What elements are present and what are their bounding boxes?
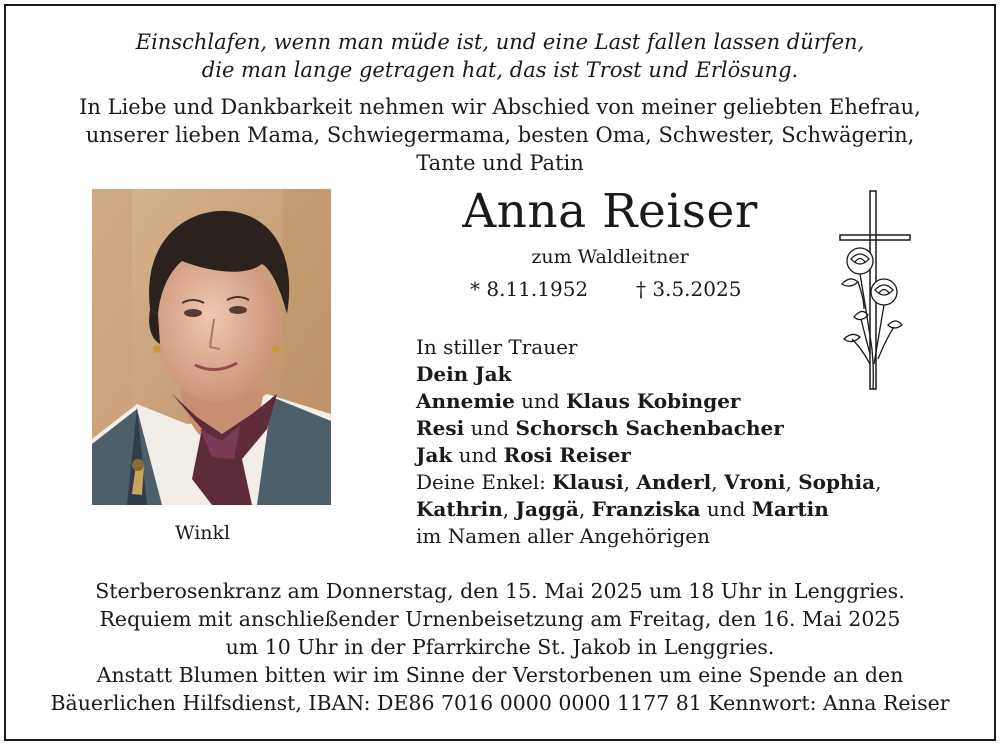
service-line: Bäuerlichen Hilfsdienst, IBAN: DE86 7016 0000 0000 1177 81 Kennwort: Anna Reiser bbox=[50, 691, 950, 715]
grandchildren-line: Kathrin, Jaggä, Franziska und Martin bbox=[416, 497, 829, 521]
service-line: Sterberosenkranz am Donnerstag, den 15. Mai 2025 um 18 Uhr in Lenggries. bbox=[95, 579, 905, 603]
mourner-name: Rosi Reiser bbox=[503, 443, 631, 467]
conjunction: und bbox=[458, 443, 498, 467]
grandchild-name: Klausi bbox=[552, 470, 624, 494]
mourner-line bbox=[416, 415, 881, 442]
conjunction: und bbox=[470, 416, 510, 440]
service-line: Anstatt Blumen bitten wir im Sinne der Verstorbenen um eine Spende an den bbox=[96, 663, 904, 687]
grandchild-name: Kathrin bbox=[416, 497, 503, 521]
motto bbox=[0, 28, 1000, 84]
mourner-name: Schorsch Sachenbacher bbox=[515, 416, 784, 440]
birth-date: * 8.11.1952 bbox=[470, 277, 589, 301]
mourners-opening: In stiller Trauer bbox=[416, 335, 578, 359]
intro-text bbox=[0, 93, 1000, 177]
mourner-line bbox=[416, 442, 881, 469]
mourners-list bbox=[416, 334, 881, 550]
mourner-name: Resi bbox=[416, 416, 465, 440]
mourner-name: Klaus Kobinger bbox=[566, 389, 741, 413]
motto-line: die man lange getragen hat, das ist Trost und Erlösung. bbox=[201, 58, 799, 82]
grandchild-name: Jaggä bbox=[515, 497, 579, 521]
mourner-line bbox=[416, 388, 881, 415]
grandchildren-label: Deine Enkel: bbox=[416, 470, 546, 494]
grandchildren-line: Deine Enkel: Klausi, Anderl, Vroni, Sophia, bbox=[416, 470, 882, 494]
service-line: um 10 Uhr in der Pfarrkirche St. Jakob in Lenggries. bbox=[225, 635, 775, 659]
grandchild-name: Sophia bbox=[798, 470, 876, 494]
grandchild-name: Martin bbox=[751, 497, 829, 521]
intro-line: unserer lieben Mama, Schwiegermama, besten Oma, Schwester, Schwägerin, bbox=[85, 123, 915, 147]
house-name: zum Waldleitner bbox=[531, 246, 689, 268]
intro-line: Tante und Patin bbox=[416, 151, 584, 175]
portrait-photo bbox=[92, 189, 331, 505]
mourners-closing: im Namen aller Angehörigen bbox=[416, 524, 711, 548]
place-of-residence: Winkl bbox=[175, 522, 231, 544]
conjunction: und bbox=[521, 389, 560, 413]
mourner-name: Jak bbox=[416, 443, 453, 467]
mourner-line: Dein Jak bbox=[416, 362, 512, 386]
grandchild-name: Anderl bbox=[636, 470, 712, 494]
grandchild-name: Vroni bbox=[723, 470, 786, 494]
grandchild-name: Franziska bbox=[591, 497, 701, 521]
service-line: Requiem mit anschließender Urnenbeisetzung am Freitag, den 16. Mai 2025 bbox=[99, 607, 901, 631]
conjunction: und bbox=[706, 497, 746, 521]
death-date: † 3.5.2025 bbox=[636, 277, 742, 301]
service-information bbox=[0, 577, 1000, 717]
motto-line: Einschlafen, wenn man müde ist, und eine Last fallen lassen dürfen, bbox=[135, 30, 865, 54]
intro-line: In Liebe und Dankbarkeit nehmen wir Abschied von meiner geliebten Ehefrau, bbox=[79, 95, 921, 119]
deceased-name: Anna Reiser bbox=[462, 184, 758, 239]
mourner-name: Annemie bbox=[416, 389, 515, 413]
